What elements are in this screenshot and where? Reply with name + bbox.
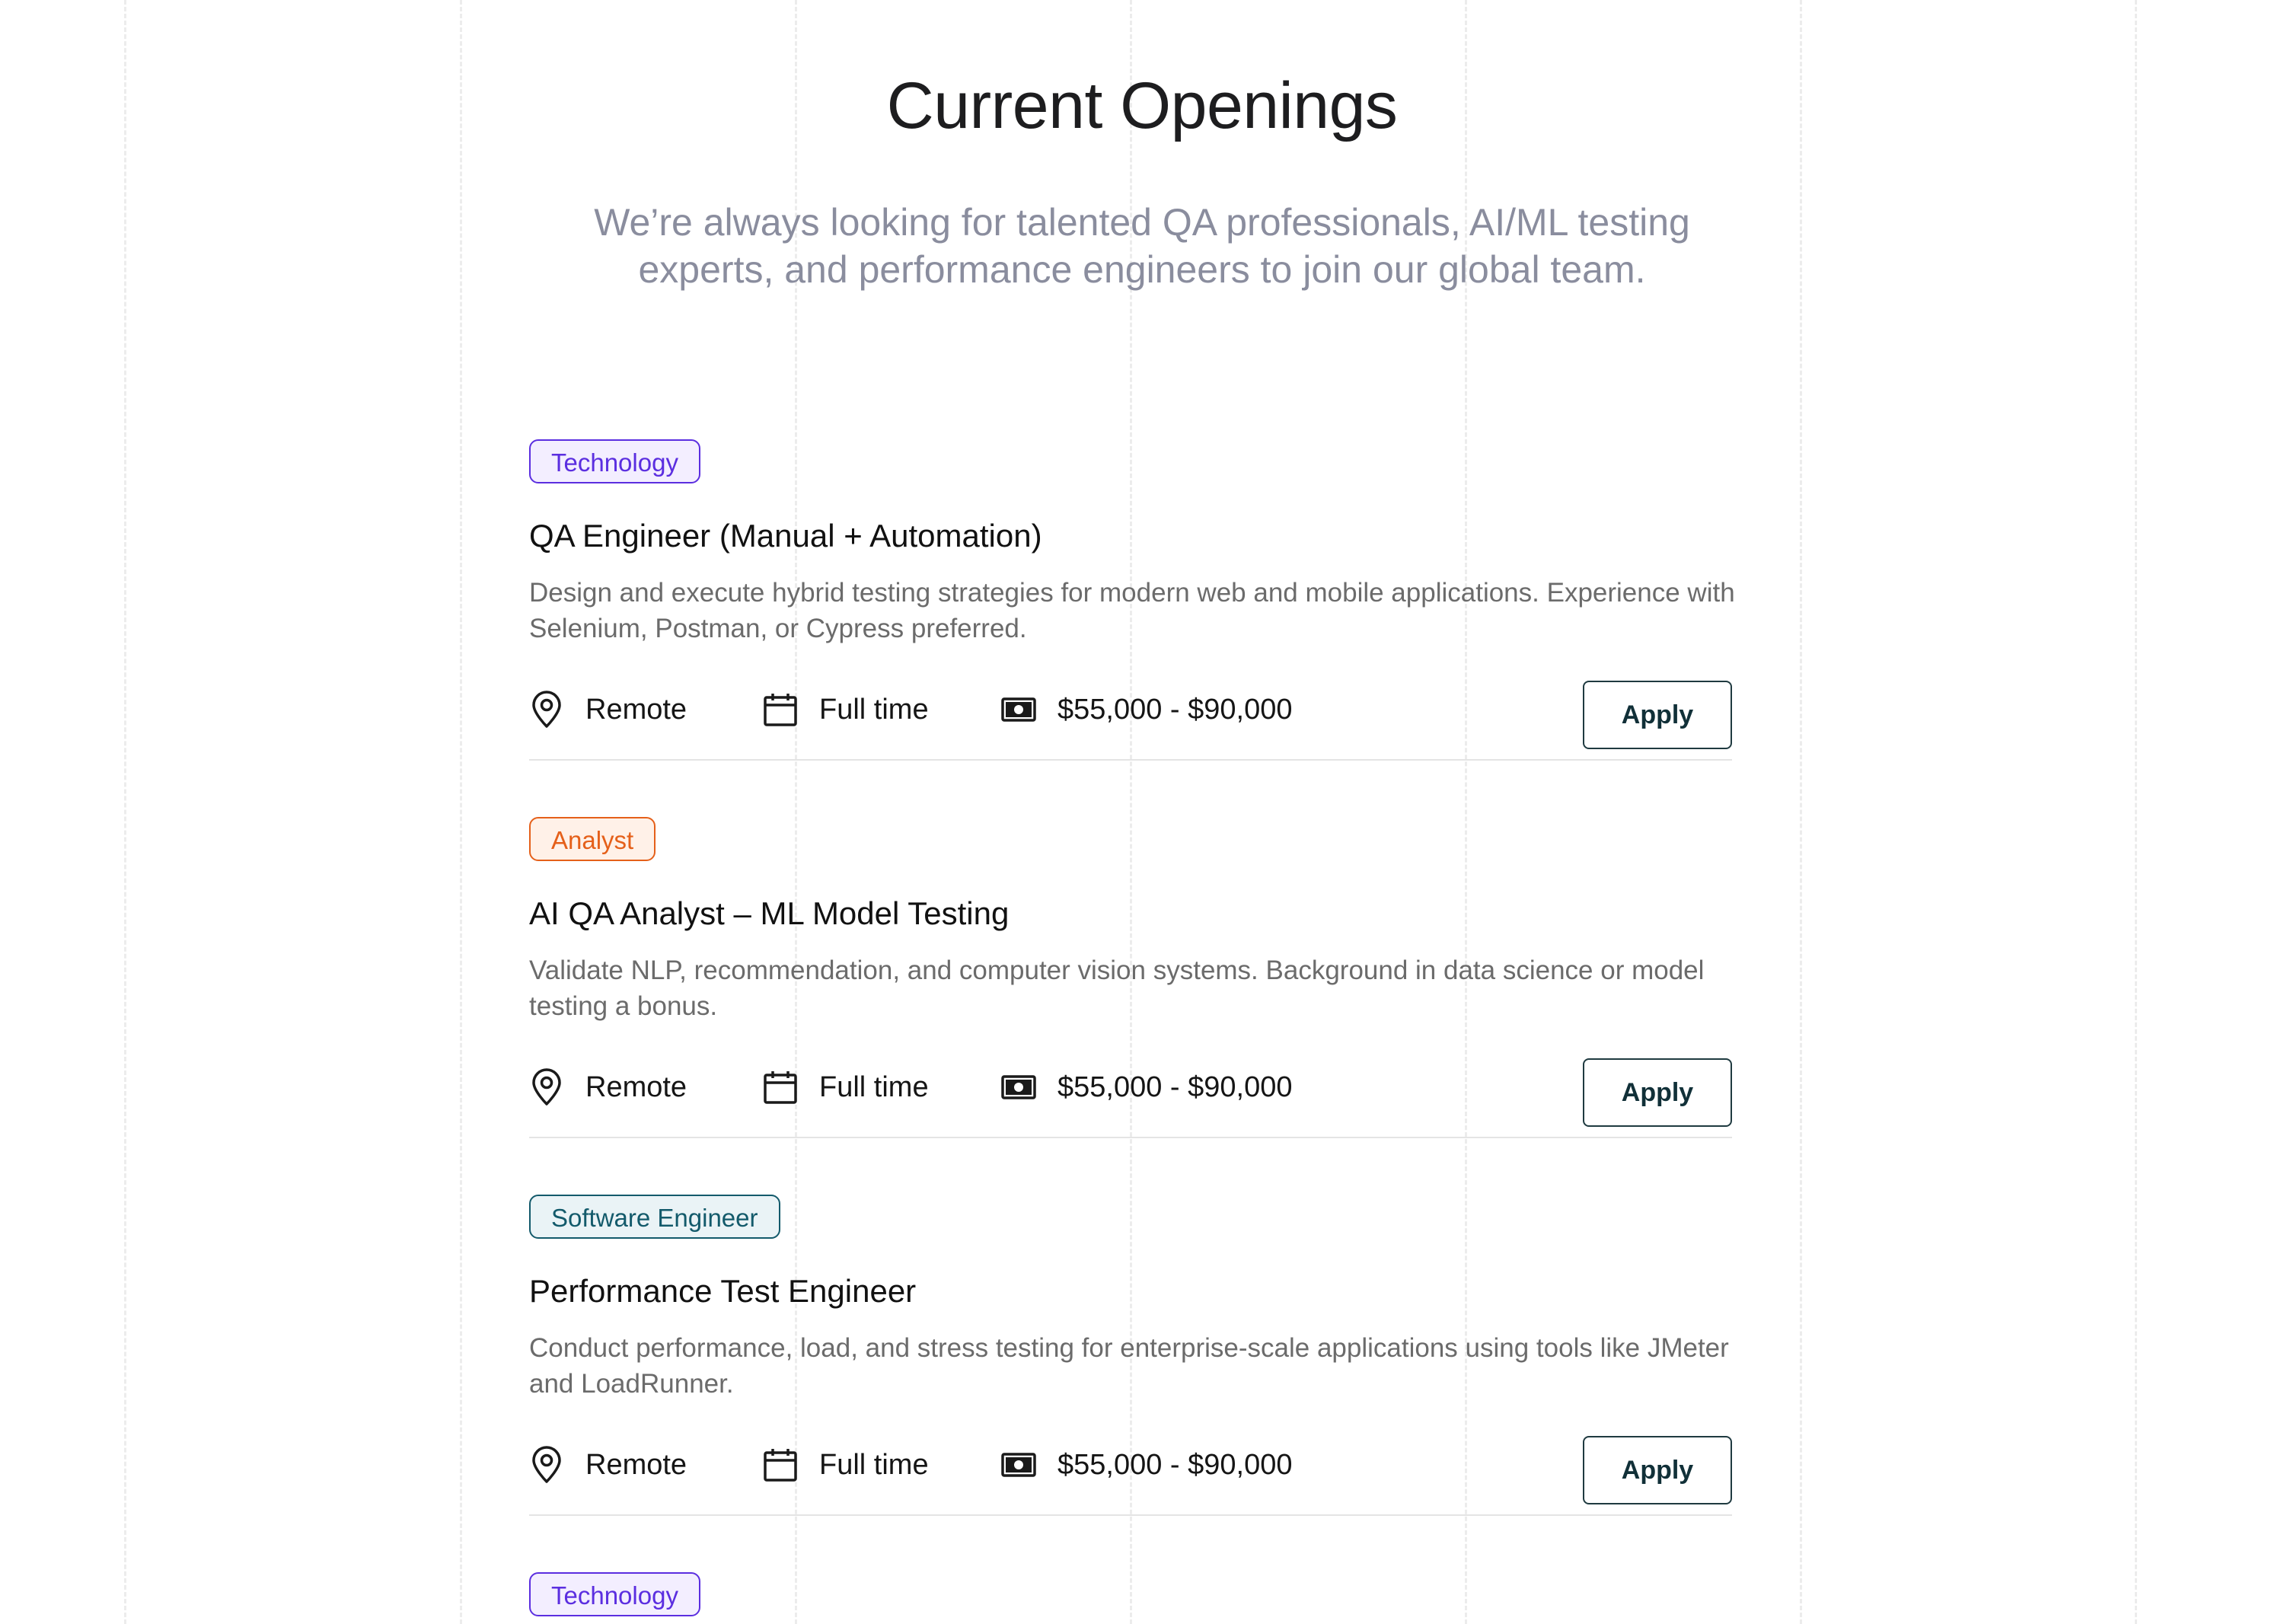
apply-button[interactable]: Apply: [1583, 681, 1732, 749]
location-pin-icon: [529, 1446, 564, 1484]
job-salary: [1001, 683, 1293, 736]
job-category-tag: Analyst: [529, 817, 656, 861]
job-meta: [529, 1061, 1732, 1114]
job-card: [529, 1572, 1732, 1624]
job-title: Performance Test Engineer: [529, 1273, 917, 1309]
job-divider: [529, 1514, 1732, 1516]
job-category-tag: Software Engineer: [529, 1195, 780, 1239]
job-salary: [1001, 1438, 1293, 1492]
job-meta: [529, 1438, 1732, 1492]
job-description: Validate NLP, recommendation, and computer vision systems. Background in data science or model testing a bonus.: [529, 956, 1705, 1021]
money-icon: [1001, 696, 1036, 723]
job-type-text: Full time: [819, 693, 929, 726]
money-icon: [1001, 1451, 1036, 1479]
job-salary-text: $55,000 - $90,000: [1057, 1448, 1293, 1481]
job-category-tag: Technology: [529, 439, 700, 483]
job-category-tag: Technology: [529, 1572, 700, 1616]
job-type-text: Full time: [819, 1448, 929, 1481]
job-description: Conduct performance, load, and stress testing for enterprise-scale applications using tools like JMeter and LoadRunner.: [529, 1333, 1729, 1399]
job-location-text: Remote: [585, 1448, 687, 1481]
money-icon: [1001, 1074, 1036, 1101]
job-list: [529, 439, 1735, 1624]
location-pin-icon: [529, 691, 564, 729]
job-divider: [529, 1137, 1732, 1138]
job-location: [529, 683, 687, 736]
job-divider: [529, 759, 1732, 761]
job-type-text: Full time: [819, 1070, 929, 1103]
job-card: [529, 439, 1735, 817]
calendar-icon: [763, 1447, 798, 1482]
calendar-icon: [763, 1070, 798, 1105]
job-salary-text: $55,000 - $90,000: [1057, 1070, 1293, 1103]
apply-button[interactable]: Apply: [1583, 1436, 1732, 1504]
job-salary: [1001, 1061, 1293, 1114]
job-type: [763, 1438, 929, 1492]
job-type: [763, 683, 929, 736]
job-title: AI QA Analyst – ML Model Testing: [529, 895, 1010, 931]
job-location: [529, 1438, 687, 1492]
page-subtitle: We’re always looking for talented QA professionals, AI/ML testing experts, and performance engineers to join our global team.: [594, 201, 1690, 291]
openings-header: [0, 69, 2284, 293]
job-location-text: Remote: [585, 1070, 687, 1103]
apply-button[interactable]: Apply: [1583, 1058, 1732, 1127]
job-location: [529, 1061, 687, 1114]
job-salary-text: $55,000 - $90,000: [1057, 693, 1293, 726]
job-location-text: Remote: [585, 693, 687, 726]
location-pin-icon: [529, 1068, 564, 1106]
job-title: QA Engineer (Manual + Automation): [529, 518, 1042, 554]
job-type: [763, 1061, 929, 1114]
page-title: Current Openings: [886, 69, 1398, 142]
calendar-icon: [763, 692, 798, 727]
job-meta: [529, 683, 1732, 736]
job-card: [529, 1195, 1732, 1572]
job-card: [529, 817, 1732, 1195]
job-description: Design and execute hybrid testing strategies for modern web and mobile applications. Experience with Selenium, Postman, or Cypress preferred.: [529, 578, 1735, 643]
